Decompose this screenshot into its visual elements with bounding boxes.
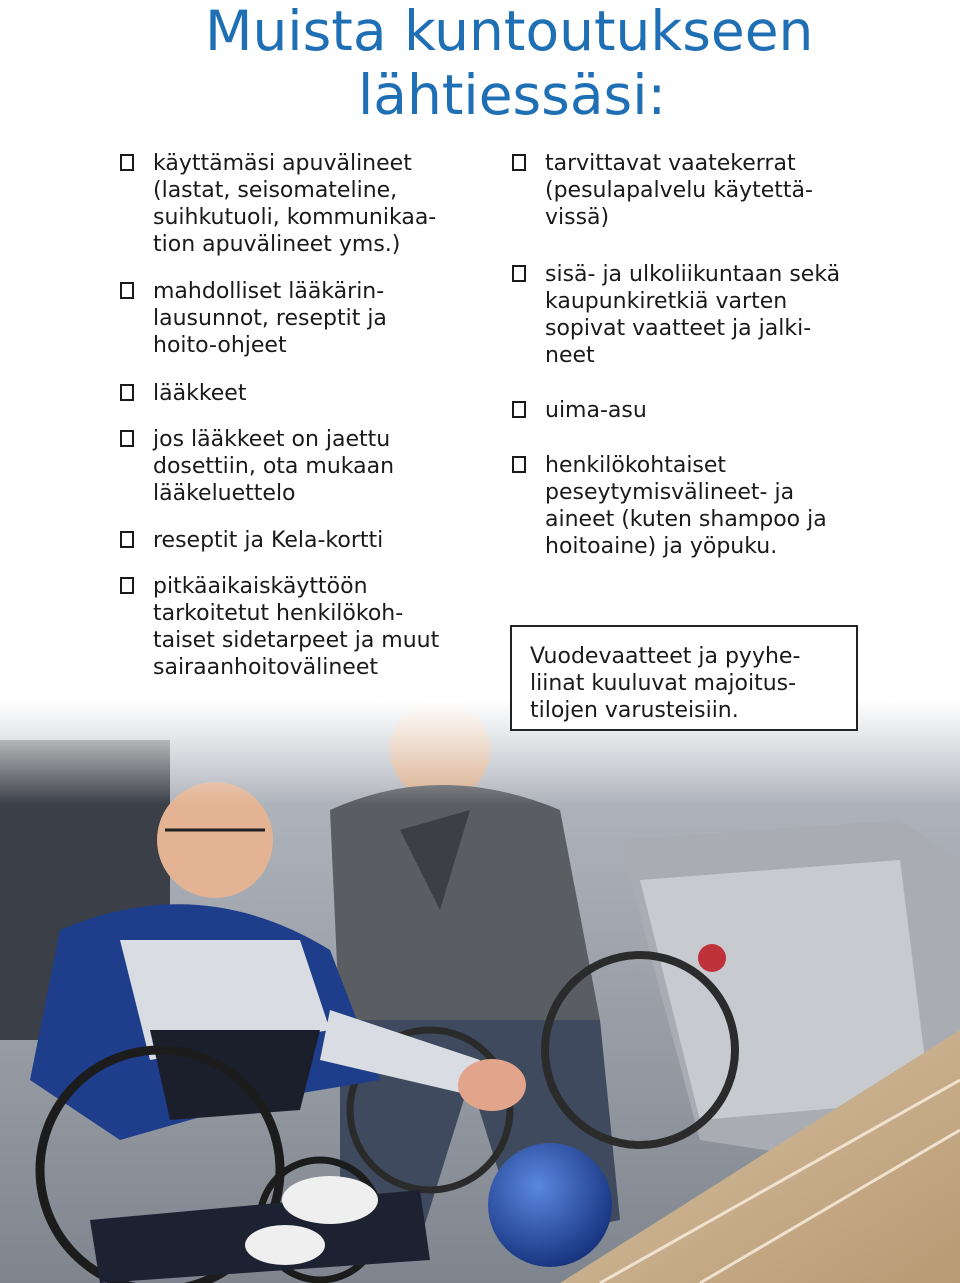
checklist-item (512, 452, 892, 560)
title-line-2: lähtiessäsi: (358, 63, 667, 127)
checkbox-icon[interactable] (120, 384, 134, 401)
page-title (0, 0, 960, 130)
checkbox-icon[interactable] (512, 456, 526, 473)
note-box: Vuodevaatteet ja pyyhe- liinat kuuluvat majoitus- tilojen varusteisiin. (510, 625, 858, 731)
checkbox-icon[interactable] (512, 401, 526, 418)
checklist-item (120, 380, 490, 407)
checklist-left (120, 150, 490, 699)
checklist-item (120, 426, 490, 507)
bowling-photo-illustration (0, 700, 960, 1283)
checkbox-icon[interactable] (120, 154, 134, 171)
checklist-item (120, 278, 490, 359)
checklist-item-text: jos lääkkeet on jaettu dosettiin, ota mukaan lääkeluettelo (153, 427, 395, 506)
checklist-item (120, 527, 490, 554)
checklist-item-text: käyttämäsi apuvälineet (lastat, seisomateline, suihkutuoli, kommunikaa- tion apuvälineet yms.) (153, 151, 437, 257)
checklist-item (120, 573, 490, 681)
checklist-item (512, 150, 892, 231)
checklist-item-text: pitkäaikaiskäyttöön tarkoitetut henkilökoh- taiset sidetarpeet ja muut sairaanhoitovälineet (153, 574, 440, 680)
checklist-item-text: sisä- ja ulkoliikuntaan sekä kaupunkiretkiä varten sopivat vaatteet ja jalki- neet (545, 262, 841, 368)
checklist-item-text: reseptit ja Kela-kortti (153, 528, 384, 553)
checkbox-icon[interactable] (120, 577, 134, 594)
checklist-item (120, 150, 490, 258)
checkbox-icon[interactable] (512, 154, 526, 171)
bowling-photo (0, 700, 960, 1283)
checklist-item (512, 261, 892, 369)
checklist-item-text: tarvittavat vaatekerrat (pesulapalvelu käytettä- vissä) (545, 151, 813, 230)
checkbox-icon[interactable] (120, 282, 134, 299)
checklist-item-text: henkilökohtaiset peseytymisvälineet- ja aineet (kuten shampoo ja hoitoaine) ja yöpuku. (545, 453, 827, 559)
checklist-item-text: uima-asu (545, 398, 647, 423)
checkbox-icon[interactable] (120, 430, 134, 447)
checkbox-icon[interactable] (512, 265, 526, 282)
checkbox-icon[interactable] (120, 531, 134, 548)
checklist-right (512, 150, 892, 578)
checklist-item-text: lääkkeet (153, 381, 247, 406)
checklist-item-text: mahdolliset lääkärin- lausunnot, reseptit ja hoito-ohjeet (153, 279, 387, 358)
title-line-1: Muista kuntoutukseen (205, 0, 814, 63)
checklist-item (512, 397, 892, 424)
